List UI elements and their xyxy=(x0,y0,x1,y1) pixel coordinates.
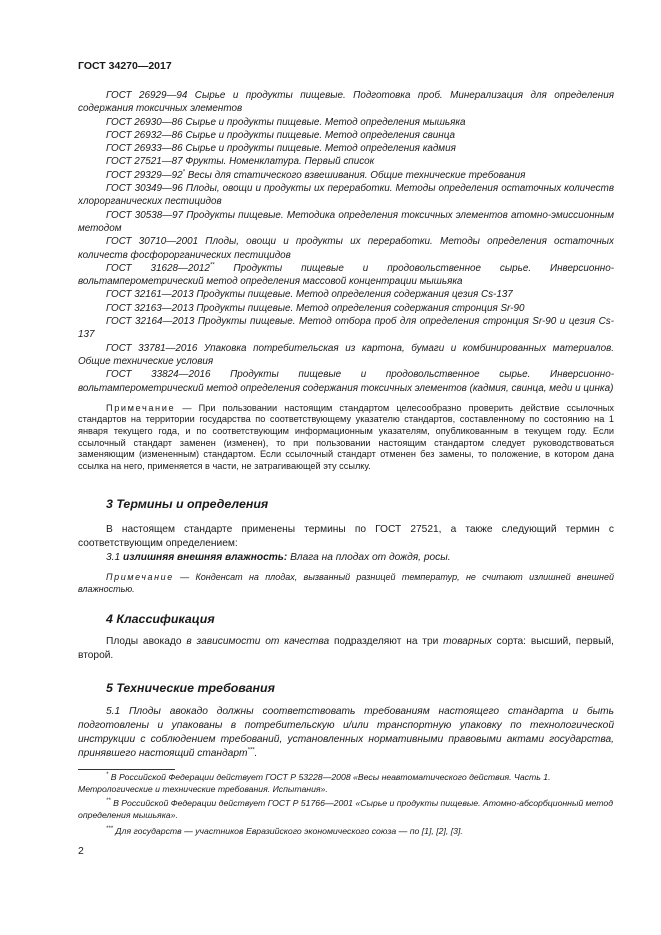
reference-item: ГОСТ 33781—2016 Упаковка потребительская из картона, бумаги и комбинированных материалов. Общие технические условия xyxy=(78,342,614,367)
footnote-mark: ** xyxy=(209,262,215,269)
term-definition xyxy=(78,551,614,565)
note-text: — При пользовании настоящим стандартом целесообразно проверить действие ссылочных стандартов на территории государства по соответствующему указателю стандартов, составленному по состоянию на 1 января текущего года, и по соответствующим информационным указателям, опубликованным в текущем году. Если ссылочный стандарт заменен (изменен), то при пользовании настоящим стандартом следует руководствоваться заменяющим (измененным) стандартом. Если ссылочный стандарт отменен без замены, то положение, в котором дана ссылка на него, применяется в части, не затрагивающей эту ссылку. xyxy=(78,402,614,471)
reference-item: ГОСТ 27521—87 Фрукты. Номенклатура. Первый список xyxy=(106,156,375,168)
section-4-heading: 4 Классификация xyxy=(106,611,215,626)
reference-item: ГОСТ 32163—2013 Продукты пищевые. Метод определения содержания стронция Sr-90 xyxy=(106,302,525,314)
page-number: 2 xyxy=(78,845,84,857)
text-run: сорта: высший, первый, второй. xyxy=(78,635,614,661)
term-name: излишняя внешняя влажность: xyxy=(123,551,288,563)
section-3-heading: 3 Термины и определения xyxy=(106,497,269,512)
reference-code: ГОСТ 31628—2012 xyxy=(106,262,210,274)
footnote xyxy=(78,798,614,821)
reference-item: ГОСТ 30710—2001 Плоды, овощи и продукты их переработки. Методы определения остаточных количеств фосфорорганических пестицидов xyxy=(78,236,614,261)
text-run: товарных xyxy=(443,635,492,647)
section-3-paragraph: В настоящем стандарте применены термины по ГОСТ 27521, а также следующий термин с соответствующим определением: xyxy=(78,523,614,549)
footnote-mark: *** xyxy=(106,826,114,833)
footnote-mark: *** xyxy=(247,747,255,754)
text-run: . xyxy=(254,748,258,760)
reference-item xyxy=(78,169,614,182)
footnote-mark: * xyxy=(106,772,109,779)
section-5-heading: 5 Технические требования xyxy=(106,680,275,695)
footnote-text: В Российской Федерации действует ГОСТ Р 53228—2008 «Весы неавтоматического действия. Часть 1. Метрологические и технические требования. Испытания». xyxy=(78,772,551,794)
section-4-paragraph xyxy=(78,635,614,663)
reference-item xyxy=(78,262,614,289)
footnote xyxy=(78,772,614,795)
reference-item: ГОСТ 32161—2013 Продукты пищевые. Метод определения содержания цезия Cs-137 xyxy=(106,289,513,301)
footnote-mark: * xyxy=(182,169,185,176)
reference-item: ГОСТ 26932—86 Сырье и продукты пищевые. Метод определения свинца xyxy=(106,129,455,141)
reference-code: ГОСТ 29329—92 xyxy=(106,169,183,181)
reference-title: Продукты пищевые и продовольственное сырье. Инверсионно-вольтамперометрический метод определения массовой концентрации мышьяка xyxy=(78,262,614,288)
note-text: — Конденсат на плодах, вызванный разницей температур, не считают излишней внешней влажностью. xyxy=(78,571,614,594)
reference-item: ГОСТ 26930—86 Сырье и продукты пищевые. Метод определения мышьяка xyxy=(106,116,466,128)
document-body xyxy=(78,89,614,761)
reference-title: Весы для статического взвешивания. Общие технические требования xyxy=(184,169,526,181)
term-note xyxy=(78,571,614,595)
term-text: Влага на плодах от дождя, росы. xyxy=(287,551,451,563)
footnote-mark: ** xyxy=(106,798,111,805)
page-header: ГОСТ 34270—2017 xyxy=(78,60,172,72)
term-number: 3.1 xyxy=(106,551,123,563)
note-label: Примечание xyxy=(106,571,174,582)
reference-item: ГОСТ 30349—96 Плоды, овощи и продукты их переработки. Методы определения остаточных количеств хлорорганических пестицидов xyxy=(78,183,614,208)
text-run: в зависимости от качества xyxy=(186,635,330,647)
reference-item: ГОСТ 30538—97 Продукты пищевые. Методика определения токсичных элементов атомно-эмиссионным методом xyxy=(78,209,614,234)
text-run: 5.1 Плоды авокадо должны соответствовать требованиям настоящего стандарта и быть подготовлены и упакованы в потребительскую и/или транспортную упаковку по технологической инструкции с соблюдением требований, установленных нормативными правовыми актами государства, принявшего настоящий стандарт xyxy=(78,706,614,760)
note-label: Примечание xyxy=(106,402,176,413)
reference-list xyxy=(78,89,614,395)
reference-item: ГОСТ 26933—86 Сырье и продукты пищевые. Метод определения кадмия xyxy=(106,143,456,155)
footnote-text: Для государств — участников Евразийского экономического союза — по [1], [2], [3]. xyxy=(113,826,463,836)
text-run: Плоды авокадо xyxy=(106,635,187,647)
footnote xyxy=(78,826,614,838)
reference-item: ГОСТ 32164—2013 Продукты пищевые. Метод отбора проб для определения стронция Sr-90 и цезия Cs-137 xyxy=(78,316,614,341)
reference-item: ГОСТ 33824—2016 Продукты пищевые и продовольственное сырье. Инверсионно-вольтамперометрический метод определения содержания токсичных элементов (кадмия, свинца, меди и цинка) xyxy=(78,369,614,394)
section-5-paragraph xyxy=(78,705,614,761)
footnote-divider xyxy=(78,769,175,770)
reference-note xyxy=(78,403,614,473)
text-run: подразделяют на три xyxy=(329,635,444,647)
footnote-text: В Российской Федерации действует ГОСТ Р 51766—2001 «Сырье и продукты пищевые. Атомно-абсорбционный метод определения мышьяка». xyxy=(78,798,614,820)
reference-item: ГОСТ 26929—94 Сырье и продукты пищевые. Подготовка проб. Минерализация для определения содержания токсичных элементов xyxy=(78,90,614,115)
